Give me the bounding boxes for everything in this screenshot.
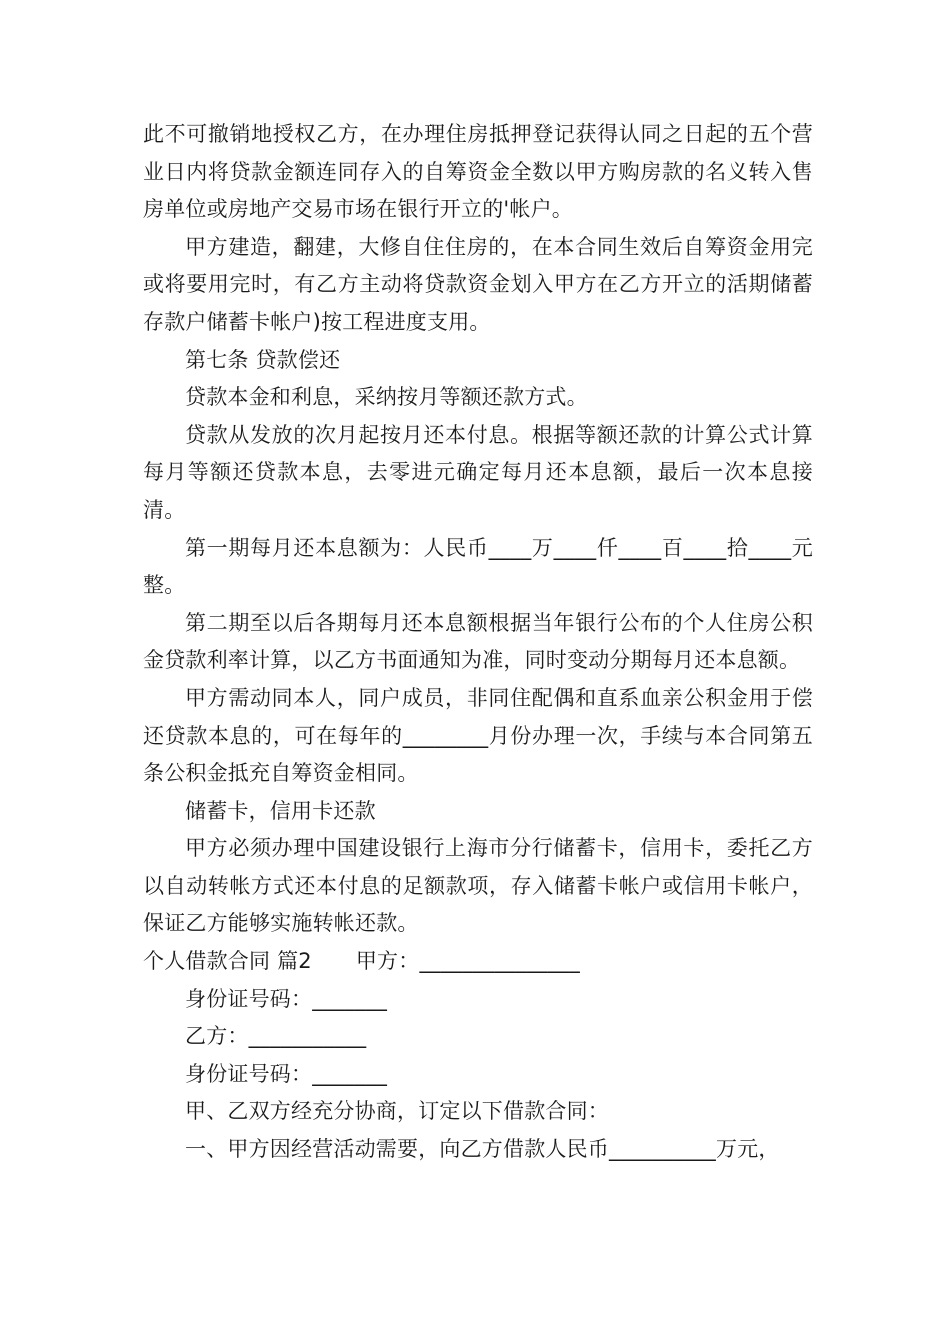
paragraph: 一、甲方因经营活动需要，向乙方借款人民币__________万元，: [185, 1137, 780, 1162]
document-body: [143, 116, 813, 1169]
paragraph: 甲、乙双方经充分协商，订定以下借款合同：: [185, 1099, 609, 1124]
article-heading: 第七条 贷款偿还: [185, 347, 341, 372]
id-number-field: 身份证号码：_______: [185, 1061, 388, 1086]
paragraph: 第一期每月还本息额为：人民币____万____仟____百____拾____元整。: [143, 535, 813, 598]
paragraph: 甲方必须办理中国建设银行上海市分行储蓄卡，信用卡，委托乙方以自动转帐方式还本付息的足额款项，存入储蓄卡帐户或信用卡帐户，保证乙方能够实施转帐还款。: [143, 836, 813, 936]
party-b-field: 乙方：___________: [185, 1024, 367, 1049]
paragraph: 甲方建造，翻建，大修自住住房的，在本合同生效后自筹资金用完或将要用完时，有乙方主动将贷款资金划入甲方在乙方开立的活期储蓄存款户储蓄卡帐户)按工程进度支用。: [143, 234, 813, 334]
subheading: 储蓄卡，信用卡还款: [185, 798, 376, 823]
paragraph: 此不可撤销地授权乙方，在办理住房抵押登记获得认同之日起的五个营业日内将贷款金额连同存入的自筹资金全数以甲方购房款的名义转入售房单位或房地产交易市场在银行开立的'帐户。: [143, 122, 813, 222]
paragraph: 贷款从发放的次月起按月还本付息。根据等额还款的计算公式计算每月等额还贷款本息，去零进元确定每月还本息额，最后一次本息接清。: [143, 422, 813, 522]
paragraph: 贷款本金和利息，采纳按月等额还款方式。: [185, 385, 588, 410]
party-a-field: 甲方：_______________: [355, 949, 580, 974]
section-title-line: [143, 943, 813, 981]
paragraph: 第二期至以后各期每月还本息额根据当年银行公布的个人住房公积金贷款利率计算，以乙方书面通知为准，同时变动分期每月还本息额。: [143, 610, 813, 673]
id-number-field: 身份证号码：_______: [185, 986, 388, 1011]
paragraph: 甲方需动同本人，同户成员，非同住配偶和直系血亲公积金用于偿还贷款本息的，可在每年的________月份办理一次，手续与本合同第五条公积金抵充自筹资金相同。: [143, 685, 813, 786]
section-title: 个人借款合同 篇2: [143, 949, 312, 974]
